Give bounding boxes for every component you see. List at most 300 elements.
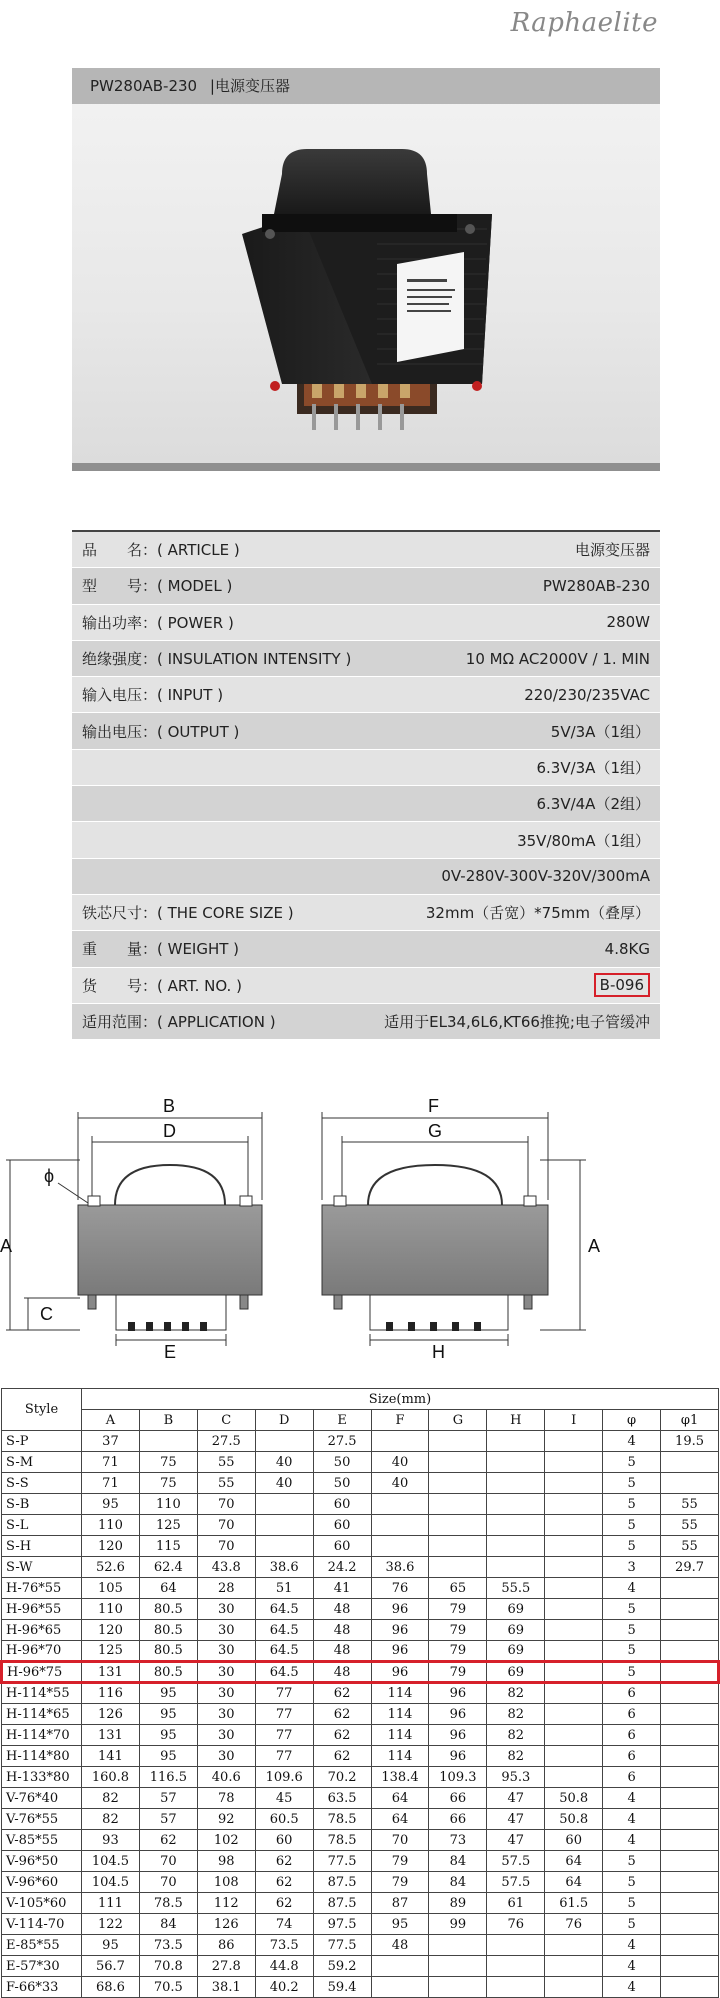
size-cell: 5: [603, 1872, 661, 1893]
column-header: G: [429, 1410, 487, 1431]
size-cell: 29.7: [661, 1557, 719, 1578]
spec-row: [72, 750, 660, 786]
size-cell: [545, 1767, 603, 1788]
size-cell: 4: [603, 1830, 661, 1851]
size-cell: 57: [139, 1809, 197, 1830]
table-row: [2, 1662, 719, 1683]
size-cell: 57: [139, 1788, 197, 1809]
size-cell: [487, 1977, 545, 1998]
size-cell: 95: [139, 1704, 197, 1725]
size-cell: 96: [371, 1599, 429, 1620]
size-cell: [255, 1536, 313, 1557]
size-cell: 73: [429, 1830, 487, 1851]
size-cell: [429, 1935, 487, 1956]
size-cell: 70.2: [313, 1767, 371, 1788]
size-cell: 125: [139, 1515, 197, 1536]
style-cell: H-114*80: [2, 1746, 82, 1767]
table-row: [2, 1767, 719, 1788]
size-cell: 97.5: [313, 1914, 371, 1935]
size-cell: 6: [603, 1746, 661, 1767]
size-cell: [661, 1893, 719, 1914]
size-cell: 82: [487, 1725, 545, 1746]
size-cell: 61: [487, 1893, 545, 1914]
size-cell: 62: [313, 1704, 371, 1725]
size-cell: 6: [603, 1725, 661, 1746]
size-cell: 112: [197, 1893, 255, 1914]
size-cell: [545, 1599, 603, 1620]
style-cell: V-105*60: [2, 1893, 82, 1914]
spec-row: [72, 641, 660, 677]
size-cell: [661, 1599, 719, 1620]
size-cell: 60: [313, 1494, 371, 1515]
size-cell: 104.5: [82, 1872, 140, 1893]
table-row: [2, 1557, 719, 1578]
size-cell: [545, 1662, 603, 1683]
size-cell: 120: [82, 1536, 140, 1557]
size-cell: [545, 1620, 603, 1641]
size-cell: 114: [371, 1725, 429, 1746]
photo-title-bar: [72, 68, 660, 104]
style-cell: V-114-70: [2, 1914, 82, 1935]
size-header: Size(mm): [82, 1389, 719, 1410]
spec-label: 重 量：( WEIGHT ): [82, 940, 240, 959]
size-cell: 80.5: [139, 1620, 197, 1641]
style-header: Style: [2, 1389, 82, 1431]
table-row: [2, 1641, 719, 1662]
spec-label: 品 名：( ARTICLE ): [82, 541, 240, 560]
size-cell: 71: [82, 1452, 140, 1473]
size-cell: 70: [197, 1515, 255, 1536]
column-header: D: [255, 1410, 313, 1431]
size-cell: 40: [255, 1452, 313, 1473]
size-cell: 64.5: [255, 1662, 313, 1683]
column-header: H: [487, 1410, 545, 1431]
spec-value: 280W: [606, 613, 650, 632]
size-cell: [429, 1452, 487, 1473]
size-cell: 96: [429, 1746, 487, 1767]
column-header: I: [545, 1410, 603, 1431]
dimension-diagram: [0, 1090, 720, 1380]
size-cell: 71: [82, 1473, 140, 1494]
size-cell: 48: [371, 1935, 429, 1956]
size-cell: 47: [487, 1830, 545, 1851]
size-cell: 76: [545, 1914, 603, 1935]
spec-label: 输出功率：( POWER ): [82, 613, 234, 632]
size-cell: [255, 1431, 313, 1452]
size-cell: 59.4: [313, 1977, 371, 1998]
column-header: E: [313, 1410, 371, 1431]
size-cell: 99: [429, 1914, 487, 1935]
size-cell: 69: [487, 1662, 545, 1683]
size-cell: 76: [487, 1914, 545, 1935]
table-row: [2, 1746, 719, 1767]
size-cell: 95: [371, 1914, 429, 1935]
dim-label-B: B: [163, 1096, 176, 1116]
size-cell: 82: [487, 1683, 545, 1704]
style-cell: E-57*30: [2, 1956, 82, 1977]
size-cell: 27.5: [197, 1431, 255, 1452]
size-cell: [487, 1536, 545, 1557]
size-cell: [661, 1830, 719, 1851]
size-cell: 5: [603, 1662, 661, 1683]
size-cell: [487, 1935, 545, 1956]
size-cell: 73.5: [255, 1935, 313, 1956]
style-cell: H-96*70: [2, 1641, 82, 1662]
size-cell: 28: [197, 1578, 255, 1599]
table-row: [2, 1599, 719, 1620]
size-cell: [487, 1452, 545, 1473]
style-cell: V-76*55: [2, 1809, 82, 1830]
dim-label-H: H: [432, 1342, 445, 1362]
size-cell: [371, 1515, 429, 1536]
style-cell: H-96*75: [2, 1662, 82, 1683]
table-row: [2, 1914, 719, 1935]
spec-row: [72, 968, 660, 1004]
style-cell: V-85*55: [2, 1830, 82, 1851]
size-cell: 55: [661, 1494, 719, 1515]
product-name-label: |电源变压器: [209, 77, 290, 95]
size-cell: 5: [603, 1641, 661, 1662]
size-cell: 30: [197, 1746, 255, 1767]
spec-value: 0V-280V-300V-320V/300mA: [441, 867, 650, 886]
column-header: A: [82, 1410, 140, 1431]
size-cell: 79: [429, 1599, 487, 1620]
table-row: [2, 1683, 719, 1704]
size-cell: 116.5: [139, 1767, 197, 1788]
size-cell: 141: [82, 1746, 140, 1767]
size-cell: 80.5: [139, 1641, 197, 1662]
size-cell: 70: [197, 1536, 255, 1557]
size-cell: 69: [487, 1599, 545, 1620]
size-cell: [661, 1851, 719, 1872]
size-cell: [661, 1683, 719, 1704]
size-cell: 75: [139, 1452, 197, 1473]
size-cell: [545, 1641, 603, 1662]
spec-label: 输出电压：( OUTPUT ): [82, 722, 240, 741]
size-cell: [487, 1956, 545, 1977]
size-cell: 38.6: [255, 1557, 313, 1578]
size-cell: 40.2: [255, 1977, 313, 1998]
size-cell: 87: [371, 1893, 429, 1914]
table-row: [2, 1431, 719, 1452]
size-cell: 44.8: [255, 1956, 313, 1977]
size-cell: 55: [197, 1473, 255, 1494]
size-cell: [429, 1515, 487, 1536]
size-cell: 84: [139, 1914, 197, 1935]
style-cell: S-L: [2, 1515, 82, 1536]
size-cell: [545, 1515, 603, 1536]
size-cell: 27.8: [197, 1956, 255, 1977]
size-cell: 60: [545, 1830, 603, 1851]
size-cell: [545, 1578, 603, 1599]
size-cell: 55: [197, 1452, 255, 1473]
size-cell: 82: [487, 1704, 545, 1725]
size-cell: 40: [255, 1473, 313, 1494]
table-row: [2, 1620, 719, 1641]
size-cell: 62: [255, 1872, 313, 1893]
size-table: [0, 1388, 720, 1998]
column-header: φ: [603, 1410, 661, 1431]
size-cell: 68.6: [82, 1977, 140, 1998]
size-cell: 62: [255, 1851, 313, 1872]
transformer-photo: [72, 104, 660, 463]
size-cell: 55.5: [487, 1578, 545, 1599]
spec-value: 6.3V/3A（1组）: [536, 758, 650, 777]
size-cell: [545, 1557, 603, 1578]
size-cell: [487, 1557, 545, 1578]
size-cell: [429, 1473, 487, 1494]
size-cell: 62: [255, 1893, 313, 1914]
size-cell: [371, 1956, 429, 1977]
spec-value: 6.3V/4A（2组）: [536, 795, 650, 814]
style-cell: S-M: [2, 1452, 82, 1473]
size-cell: 87.5: [313, 1893, 371, 1914]
size-cell: 5: [603, 1515, 661, 1536]
size-cell: 19.5: [661, 1431, 719, 1452]
style-cell: H-114*65: [2, 1704, 82, 1725]
size-cell: 41: [313, 1578, 371, 1599]
size-cell: [429, 1977, 487, 1998]
size-cell: 65: [429, 1578, 487, 1599]
size-cell: 116: [82, 1683, 140, 1704]
table-row: [2, 1935, 719, 1956]
size-cell: 37: [82, 1431, 140, 1452]
size-cell: 64: [545, 1872, 603, 1893]
spec-value: 32mm（舌宽）*75mm（叠厚）: [425, 904, 650, 923]
table-row: [2, 1893, 719, 1914]
table-row: [2, 1725, 719, 1746]
size-cell: 47: [487, 1788, 545, 1809]
size-cell: [545, 1536, 603, 1557]
size-cell: 43.8: [197, 1557, 255, 1578]
table-row: [2, 1788, 719, 1809]
size-cell: 64: [371, 1788, 429, 1809]
size-cell: [661, 1809, 719, 1830]
size-cell: 40: [371, 1473, 429, 1494]
size-cell: 95: [139, 1683, 197, 1704]
size-cell: [429, 1431, 487, 1452]
size-cell: 87.5: [313, 1872, 371, 1893]
right-core: [322, 1205, 548, 1295]
table-row: [2, 1851, 719, 1872]
size-cell: 6: [603, 1683, 661, 1704]
size-cell: 24.2: [313, 1557, 371, 1578]
table-row: [2, 1809, 719, 1830]
size-cell: [487, 1515, 545, 1536]
size-cell: 70: [139, 1872, 197, 1893]
size-cell: 77.5: [313, 1851, 371, 1872]
size-cell: 82: [82, 1809, 140, 1830]
table-row: [2, 1536, 719, 1557]
size-cell: 95: [139, 1746, 197, 1767]
style-cell: S-B: [2, 1494, 82, 1515]
size-cell: 60: [313, 1536, 371, 1557]
table-row: [2, 1494, 719, 1515]
spec-value: 5V/3A（1组）: [550, 722, 650, 741]
size-cell: [661, 1914, 719, 1935]
size-cell: [545, 1473, 603, 1494]
size-cell: 51: [255, 1578, 313, 1599]
size-cell: 56.7: [82, 1956, 140, 1977]
spec-row: [72, 859, 660, 895]
size-cell: 120: [82, 1620, 140, 1641]
size-cell: [371, 1977, 429, 1998]
column-header: C: [197, 1410, 255, 1431]
size-cell: 82: [82, 1788, 140, 1809]
size-cell: 48: [313, 1641, 371, 1662]
size-cell: 50.8: [545, 1809, 603, 1830]
size-cell: 4: [603, 1935, 661, 1956]
size-cell: 82: [487, 1746, 545, 1767]
size-cell: 64.5: [255, 1641, 313, 1662]
table-row: [2, 1872, 719, 1893]
size-cell: 6: [603, 1767, 661, 1788]
size-cell: [661, 1620, 719, 1641]
style-cell: S-W: [2, 1557, 82, 1578]
size-cell: 95.3: [487, 1767, 545, 1788]
size-cell: 3: [603, 1557, 661, 1578]
size-cell: [429, 1557, 487, 1578]
size-cell: 109.6: [255, 1767, 313, 1788]
table-row: [2, 1704, 719, 1725]
size-cell: 114: [371, 1746, 429, 1767]
size-cell: 61.5: [545, 1893, 603, 1914]
size-cell: 102: [197, 1830, 255, 1851]
size-cell: [661, 1767, 719, 1788]
size-cell: 5: [603, 1914, 661, 1935]
size-cell: 69: [487, 1641, 545, 1662]
size-cell: 5: [603, 1473, 661, 1494]
size-cell: 59.2: [313, 1956, 371, 1977]
size-cell: 64.5: [255, 1620, 313, 1641]
style-cell: F-66*33: [2, 1977, 82, 1998]
size-cell: 69: [487, 1620, 545, 1641]
size-cell: 5: [603, 1620, 661, 1641]
size-cell: [429, 1536, 487, 1557]
size-cell: 96: [429, 1725, 487, 1746]
style-cell: H-133*80: [2, 1767, 82, 1788]
size-cell: [487, 1494, 545, 1515]
size-cell: 64: [545, 1851, 603, 1872]
size-cell: [661, 1473, 719, 1494]
table-row: [2, 1956, 719, 1977]
size-cell: 84: [429, 1872, 487, 1893]
size-cell: 126: [197, 1914, 255, 1935]
size-cell: 160.8: [82, 1767, 140, 1788]
size-cell: [255, 1494, 313, 1515]
size-cell: 50.8: [545, 1788, 603, 1809]
style-cell: H-96*55: [2, 1599, 82, 1620]
size-cell: 77.5: [313, 1935, 371, 1956]
size-cell: 60: [255, 1830, 313, 1851]
size-cell: 4: [603, 1809, 661, 1830]
size-cell: [545, 1935, 603, 1956]
size-cell: [661, 1662, 719, 1683]
size-cell: [545, 1494, 603, 1515]
table-row: [2, 1578, 719, 1599]
spec-row: [72, 1004, 660, 1040]
size-cell: 79: [371, 1851, 429, 1872]
size-cell: 98: [197, 1851, 255, 1872]
size-cell: 4: [603, 1956, 661, 1977]
size-cell: [371, 1431, 429, 1452]
style-cell: H-114*70: [2, 1725, 82, 1746]
size-cell: [661, 1935, 719, 1956]
size-cell: 125: [82, 1641, 140, 1662]
size-cell: 62.4: [139, 1557, 197, 1578]
size-cell: 5: [603, 1893, 661, 1914]
spec-row: [72, 895, 660, 931]
size-cell: 78.5: [313, 1830, 371, 1851]
size-cell: [487, 1431, 545, 1452]
table-row: [2, 1977, 719, 1998]
size-cell: 126: [82, 1704, 140, 1725]
size-cell: 70: [197, 1494, 255, 1515]
size-cell: 5: [603, 1851, 661, 1872]
spec-row: [72, 931, 660, 967]
size-cell: 115: [139, 1536, 197, 1557]
size-cell: 79: [429, 1641, 487, 1662]
size-cell: 80.5: [139, 1662, 197, 1683]
size-cell: 40.6: [197, 1767, 255, 1788]
size-cell: [545, 1452, 603, 1473]
size-cell: 110: [82, 1599, 140, 1620]
dim-label-G: G: [428, 1121, 443, 1141]
size-cell: 30: [197, 1725, 255, 1746]
size-cell: 40: [371, 1452, 429, 1473]
style-cell: V-96*50: [2, 1851, 82, 1872]
size-cell: 5: [603, 1599, 661, 1620]
size-cell: 30: [197, 1599, 255, 1620]
size-cell: [487, 1473, 545, 1494]
size-cell: 48: [313, 1620, 371, 1641]
spec-table: [72, 530, 660, 1040]
size-cell: 75: [139, 1473, 197, 1494]
column-header: F: [371, 1410, 429, 1431]
size-cell: [545, 1977, 603, 1998]
spec-value: 220/230/235VAC: [524, 685, 650, 704]
size-cell: [661, 1977, 719, 1998]
spec-row: [72, 568, 660, 604]
size-cell: 5: [603, 1536, 661, 1557]
size-cell: [661, 1788, 719, 1809]
size-cell: 66: [429, 1788, 487, 1809]
size-cell: [545, 1956, 603, 1977]
spec-value: PW280AB-230: [542, 576, 650, 595]
style-cell: H-76*55: [2, 1578, 82, 1599]
size-cell: 5: [603, 1494, 661, 1515]
size-cell: 30: [197, 1620, 255, 1641]
size-cell: [545, 1683, 603, 1704]
size-cell: 96: [429, 1704, 487, 1725]
size-cell: 109.3: [429, 1767, 487, 1788]
size-cell: [255, 1515, 313, 1536]
size-cell: 92: [197, 1809, 255, 1830]
size-cell: 4: [603, 1578, 661, 1599]
size-cell: [371, 1494, 429, 1515]
size-cell: 96: [371, 1620, 429, 1641]
size-cell: 50: [313, 1452, 371, 1473]
size-cell: 122: [82, 1914, 140, 1935]
size-cell: [661, 1725, 719, 1746]
style-cell: H-114*55: [2, 1683, 82, 1704]
table-row: [2, 1473, 719, 1494]
size-cell: 64: [139, 1578, 197, 1599]
table-row: [2, 1830, 719, 1851]
size-cell: 47: [487, 1809, 545, 1830]
model-label: PW280AB-230: [90, 77, 198, 95]
size-cell: [661, 1746, 719, 1767]
